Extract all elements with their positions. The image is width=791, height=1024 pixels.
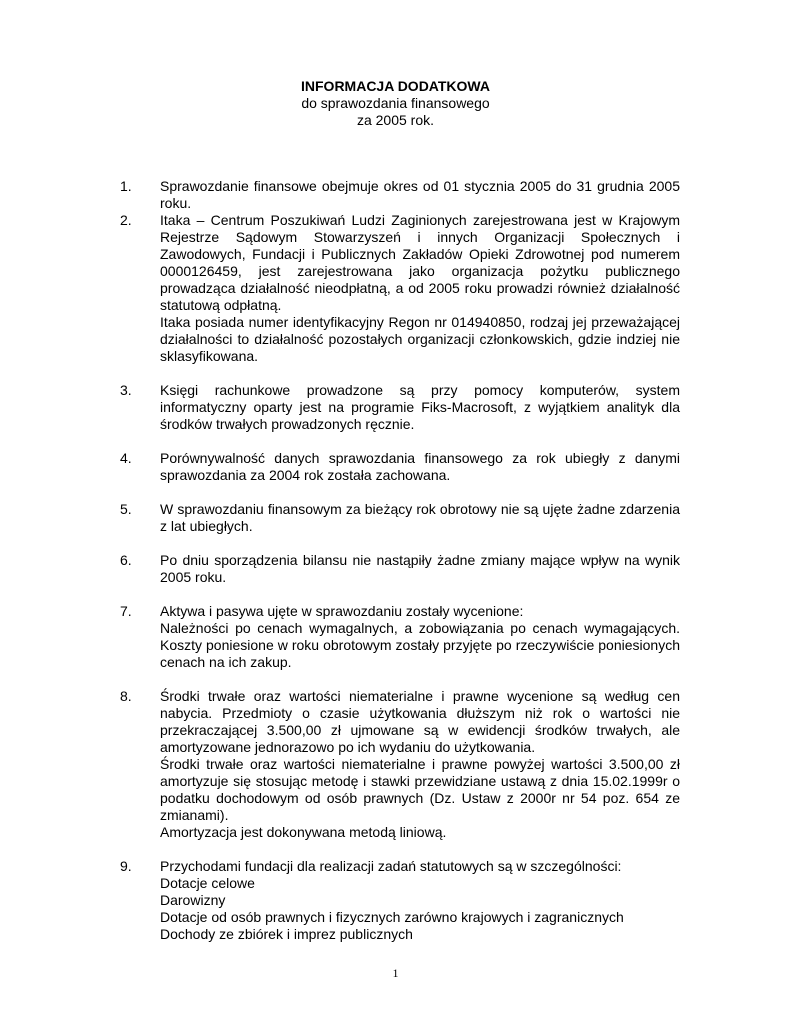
list-item-5 <box>120 501 680 535</box>
list-item-2 <box>120 212 680 365</box>
list-item-4 <box>120 450 680 484</box>
item-text: Środki trwałe oraz wartości niematerialne i prawne powyżej wartości 3.500,00 zł amortyzuje się stosując metodę i stawki przewidziane ustawą z dnia 15.02.1999r o podatku dochodowym od osób prawnych (Dz. Ustaw z 2000r nr 54 poz. 654 ze zmianami). <box>160 756 680 823</box>
item-number: 9. <box>120 858 132 874</box>
page-number: 1 <box>392 966 399 980</box>
item-text: Aktywa i pasywa ujęte w sprawozdaniu zostały wycenione: <box>160 603 524 619</box>
document-header <box>0 78 791 129</box>
item-text: Po dniu sporządzenia bilansu nie nastąpiły żadne zmiany mające wpływ na wynik 2005 roku. <box>160 552 680 585</box>
item-number: 7. <box>120 603 132 619</box>
item-text: Sprawozdanie finansowe obejmuje okres od 01 stycznia 2005 do 31 grudnia 2005 roku. <box>160 178 680 211</box>
item-text: Księgi rachunkowe prowadzone są przy pomocy komputerów, system informatyczny oparty jest na programie Fiks-Macrosoft, z wyjątkiem analityk dla środków trwałych prowadzonych ręcznie. <box>160 382 680 432</box>
item-text: W sprawozdaniu finansowym za bieżący rok obrotowy nie są ujęte żadne zdarzenia z lat ubiegłych. <box>160 501 680 534</box>
item-text: Środki trwałe oraz wartości niematerialne i prawne wycenione są według cen nabycia. Przedmioty o czasie użytkowania dłuższym niż rok o wartości nie przekraczającej 3.500,00 zł ujmowane są w ewidencji środków trwałych, ale amortyzowane jednorazowo po ich wydaniu do użytkowania. <box>160 688 680 755</box>
item-number: 3. <box>120 382 132 398</box>
item-text: Itaka posiada numer identyfikacyjny Regon nr 014940850, rodzaj jej przeważającej działalności to działalność pozostałych organizacji członkowskich, gdzie indziej nie sklasyfikowana. <box>160 314 680 364</box>
document-title: INFORMACJA DODATKOWA <box>301 78 490 94</box>
item-number: 8. <box>120 688 132 704</box>
list-item-7 <box>120 603 680 671</box>
item-number: 1. <box>120 178 132 194</box>
document-year: za 2005 rok. <box>356 112 435 128</box>
item-subitem: Dotacje celowe <box>160 875 255 891</box>
list-item-6 <box>120 552 680 586</box>
item-text: Należności po cenach wymagalnych, a zobowiązania po cenach wymagających. Koszty poniesione w roku obrotowym zostały przyjęte po rzeczywiście poniesionych cenach na ich zakup. <box>160 620 680 670</box>
item-text: Porównywalność danych sprawozdania finansowego za rok ubiegły z danymi sprawozdania za 2004 rok została zachowana. <box>160 450 680 483</box>
item-number: 2. <box>120 212 132 228</box>
item-number: 4. <box>120 450 132 466</box>
item-text: Itaka – Centrum Poszukiwań Ludzi Zaginionych zarejestrowana jest w Krajowym Rejestrze Sądowym Stowarzyszeń i innych Organizacji Społecznych i Zawodowych, Fundacji i Publicznych Zakładów Opieki Zdrowotnej pod numerem 0000126459, jest zarejestrowana jako organizacja pożytku publicznego prowadząca działalność nieodpłatną, a od 2005 roku prowadzi również działalność statutową odpłatną. <box>160 212 680 313</box>
list-item-8 <box>120 688 680 841</box>
item-subitem: Dotacje od osób prawnych i fizycznych zarówno krajowych i zagranicznych <box>160 909 624 925</box>
item-subitem: Dochody ze zbiórek i imprez publicznych <box>160 926 413 942</box>
item-text: Amortyzacja jest dokonywana metodą liniową. <box>160 824 447 840</box>
document-subtitle: do sprawozdania finansowego <box>301 95 490 111</box>
numbered-list <box>120 178 680 943</box>
item-number: 6. <box>120 552 132 568</box>
list-item-1 <box>120 178 680 212</box>
list-item-3 <box>120 382 680 433</box>
list-item-9 <box>120 858 680 943</box>
item-subitem: Darowizny <box>160 892 226 908</box>
item-number: 5. <box>120 501 132 517</box>
item-text: Przychodami fundacji dla realizacji zadań statutowych są w szczególności: <box>160 858 622 874</box>
